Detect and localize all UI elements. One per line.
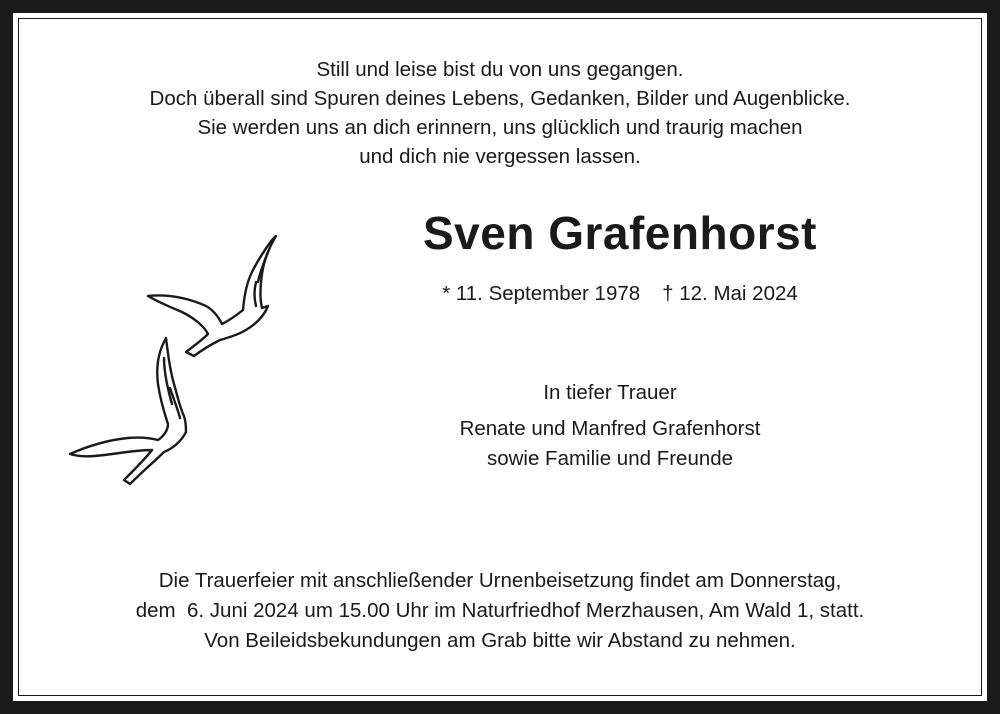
mourner-line: sowie Familie und Freunde	[486, 447, 734, 470]
birth-date: * 11. September 1978	[442, 282, 641, 305]
death-date: † 12. Mai 2024	[662, 282, 798, 305]
ceremony-line: dem 6. Juni 2024 um 15.00 Uhr im Naturfriedhof Merzhausen, Am Wald 1, statt.	[135, 599, 865, 622]
verse-line: Still und leise bist du von uns gegangen.	[316, 58, 684, 81]
verse-line: und dich nie vergessen lassen.	[359, 145, 641, 168]
ceremony-line: Von Beileidsbekundungen am Grab bitte wir Abstand zu nehmen.	[204, 629, 796, 652]
memorial-verse	[20, 55, 980, 171]
mourners-block	[340, 378, 880, 474]
ceremony-line: Die Trauerfeier mit anschließender Urnenbeisetzung findet am Donnerstag,	[158, 569, 842, 592]
lower-bird-icon	[70, 338, 186, 484]
life-dates	[340, 279, 900, 309]
verse-line: Doch überall sind Spuren deines Lebens, Gedanken, Bilder und Augenblicke.	[149, 87, 851, 110]
mourning-heading: In tiefer Trauer	[543, 381, 677, 404]
two-birds-flying-icon	[60, 228, 300, 498]
deceased-name: Sven Grafenhorst	[423, 207, 817, 259]
verse-line: Sie werden uns an dich erinnern, uns glücklich und traurig machen	[197, 116, 803, 139]
mourner-line: Renate und Manfred Grafenhorst	[459, 417, 761, 440]
ceremony-notice	[20, 566, 980, 656]
